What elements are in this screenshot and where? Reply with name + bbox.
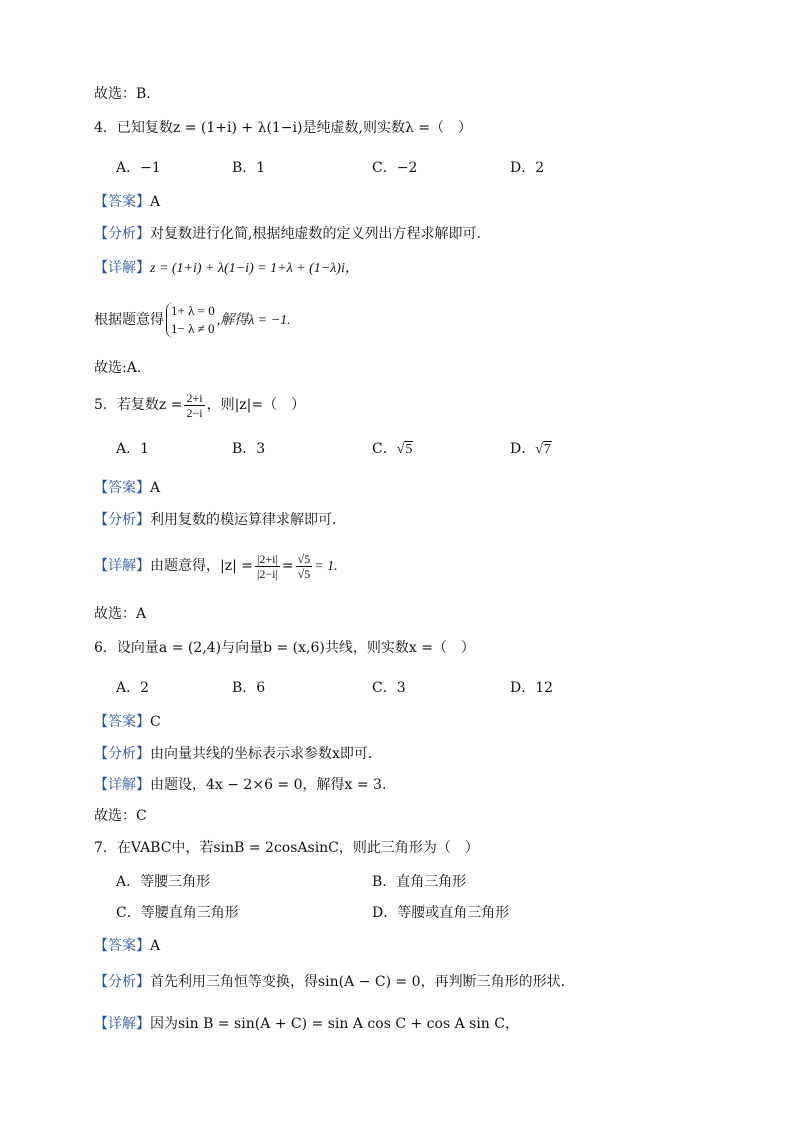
analysis-tag: 【分析】 — [94, 974, 150, 990]
question-7: 7．在VABC中，若sinB = 2cosAsinC，则此三角形为（ ） — [94, 840, 479, 856]
prev-choice: 故选：B. — [94, 86, 151, 102]
q5-suffix: ，则|z|=（ ） — [206, 397, 306, 413]
detail-tag: 【详解】 — [94, 1016, 150, 1032]
detail-fraction-1 — [255, 552, 280, 581]
q7-option-c: C．等腰直角三角形 — [116, 905, 239, 921]
system-eq-1: 1+ λ = 0 — [171, 303, 215, 318]
fraction-numerator: |2+i| — [257, 551, 278, 566]
q5-fraction — [184, 391, 204, 420]
radicand: 7 — [543, 442, 551, 457]
option-label: D． — [510, 441, 536, 457]
question-5 — [94, 388, 305, 422]
q4-answer — [94, 192, 160, 212]
detail-text: 由题设，4x − 2×6 = 0，解得x = 3. — [150, 777, 387, 793]
fraction-denominator: |2−i| — [257, 566, 278, 581]
fraction-numerator: √5 — [297, 551, 311, 566]
analysis-tag: 【分析】 — [94, 512, 150, 528]
q7-detail — [94, 1014, 519, 1034]
q4-option-d: D．2 — [510, 160, 545, 176]
q5-prefix: 5．若复数z = — [94, 397, 183, 413]
q5-detail — [94, 546, 338, 587]
q6-option-b: B．6 — [232, 680, 266, 696]
q4-option-c: C．−2 — [372, 160, 418, 176]
q7-analysis — [94, 972, 565, 992]
system-prefix: 根据题意得 — [94, 312, 164, 328]
analysis-text: 由向量共线的坐标表示求参数x即可. — [150, 746, 373, 762]
q6-choice: 故选：C — [94, 808, 147, 824]
q5-answer — [94, 478, 160, 498]
q7-option-a: A．等腰三角形 — [116, 874, 211, 890]
q5-numerator: 2+i — [186, 390, 203, 405]
question-6: 6．设向量a = (2,4)与向量b = (x,6)共线，则实数x =（ ） — [94, 640, 475, 656]
answer-tag: 【答案】 — [94, 194, 150, 210]
q6-option-c: C．3 — [372, 680, 406, 696]
q6-detail — [94, 775, 386, 795]
q5-analysis — [94, 510, 336, 530]
analysis-tag: 【分析】 — [94, 226, 150, 242]
answer-tag: 【答案】 — [94, 938, 150, 954]
detail-suffix: = 1. — [314, 559, 338, 574]
detail-text: z = (1+i) + λ(1−i) = 1+λ + (1−λ)i， — [150, 261, 359, 276]
analysis-tag: 【分析】 — [94, 746, 150, 762]
q4-option-a: A．−1 — [116, 160, 161, 176]
answer-tag: 【答案】 — [94, 714, 150, 730]
detail-tag: 【详解】 — [94, 777, 150, 793]
q7-option-b: B．直角三角形 — [372, 874, 467, 890]
q4-choice: 故选:A. — [94, 360, 142, 376]
equation-system — [166, 302, 215, 338]
q6-answer — [94, 712, 161, 732]
fraction-denominator: √5 — [297, 566, 311, 581]
sqrt-symbol: √5 — [396, 442, 413, 457]
q6-option-a: A．2 — [116, 680, 150, 696]
detail-tag: 【详解】 — [94, 260, 150, 276]
q4-analysis — [94, 224, 481, 244]
q5-choice: 故选：A — [94, 606, 147, 622]
radicand: 5 — [405, 442, 413, 457]
q5-option-c — [372, 439, 413, 460]
detail-prefix: 由题意得，|z| = — [150, 558, 253, 574]
detail-fraction-2 — [296, 552, 313, 581]
answer-value: C — [150, 714, 161, 730]
sqrt-symbol: √7 — [535, 442, 551, 457]
q6-option-d: D．12 — [510, 680, 554, 696]
analysis-text: 对复数进行化简,根据纯虚数的定义列出方程求解即可. — [150, 226, 481, 242]
q4-option-b: B．1 — [232, 160, 266, 176]
q5-option-d — [510, 439, 552, 460]
q7-option-d: D．等腰或直角三角形 — [372, 905, 510, 921]
q6-analysis — [94, 744, 372, 764]
answer-value: A — [150, 938, 161, 954]
q4-system — [94, 300, 291, 341]
system-eq-2: 1− λ ≠ 0 — [171, 321, 215, 336]
system-suffix: ,解得λ = −1. — [216, 313, 291, 328]
q5-denominator: 2−i — [186, 405, 203, 420]
detail-text: 因为sin B = sin(A + C) = sin A cos C + cos A sin C， — [150, 1016, 519, 1032]
answer-tag: 【答案】 — [94, 480, 150, 496]
q4-detail — [94, 258, 359, 279]
analysis-text: 首先利用三角恒等变换，得sin(A − C) = 0，再判断三角形的形状. — [150, 974, 566, 990]
answer-value: A — [150, 480, 161, 496]
q5-option-b: B．3 — [232, 441, 266, 457]
option-label: C． — [372, 441, 397, 457]
answer-value: A — [150, 194, 161, 210]
q5-option-a: A．1 — [116, 441, 150, 457]
detail-tag: 【详解】 — [94, 558, 150, 574]
q7-answer — [94, 936, 160, 956]
question-4: 4．已知复数z = (1+i) + λ(1−i)是纯虚数,则实数λ =（ ） — [94, 120, 472, 136]
analysis-text: 利用复数的模运算律求解即可. — [150, 512, 337, 528]
equals-sign: = — [281, 558, 294, 574]
